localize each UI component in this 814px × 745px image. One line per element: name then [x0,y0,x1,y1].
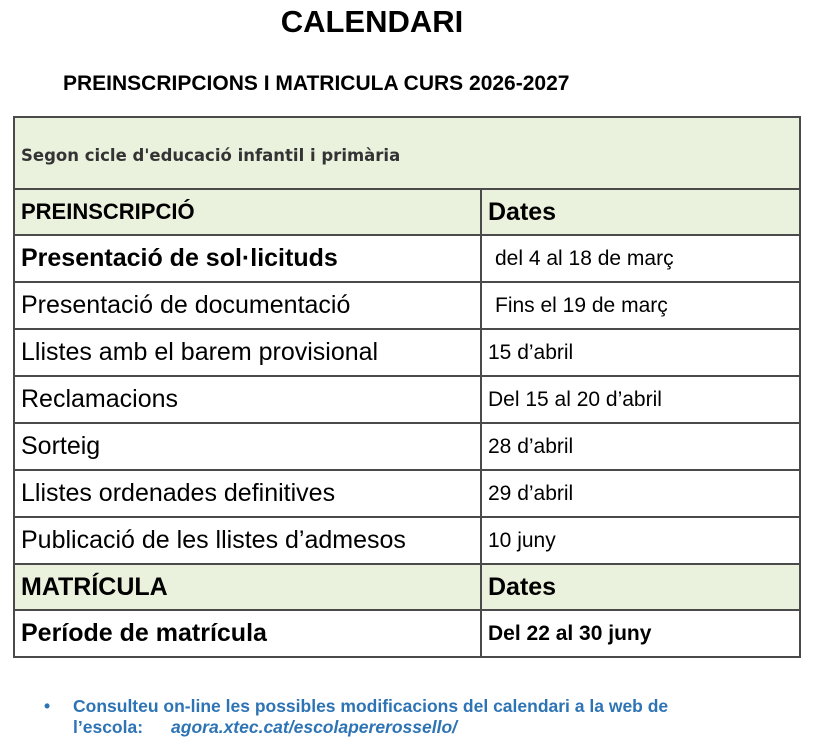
row-label: Llistes ordenades definitives [14,470,481,517]
note-line-2 [73,717,668,738]
table-row [14,329,800,376]
table-row [14,282,800,329]
cycle-label: Segon cicle d'educació infantil i primària [14,117,800,189]
row-label: Període de matrícula [14,610,481,657]
note-prefix: l’escola: [73,717,144,737]
row-label: Llistes amb el barem provisional [14,329,481,376]
row-label: Sorteig [14,423,481,470]
row-date: 29 d’abril [481,470,800,517]
table-row [14,376,800,423]
table-row [14,517,800,564]
enrollment-header-label: MATRÍCULA [14,564,481,610]
enrollment-row [14,610,800,657]
page-title: CALENDARI [280,4,464,39]
calendar-table [13,116,801,658]
row-date: 15 d’abril [481,329,800,376]
row-date: del 4 al 18 de març [481,235,800,282]
page-subtitle: PREINSCRIPCIONS I MATRICULA CURS 2026-2027 [63,72,570,95]
row-date: Fins el 19 de març [481,282,800,329]
row-label: Publicació de les llistes d’admesos [14,517,481,564]
row-label: Presentació de sol·licituds [14,235,481,282]
row-label: Presentació de documentació [14,282,481,329]
row-date: Del 22 al 30 juny [481,610,800,657]
table-row [14,470,800,517]
row-label: Reclamacions [14,376,481,423]
note-text [73,696,668,738]
table-row [14,423,800,470]
enrollment-header-dates: Dates [481,564,800,610]
cycle-row [14,117,800,189]
bullet-icon: • [44,696,51,716]
preinscription-header-row [14,189,800,235]
preinscription-header-dates: Dates [481,189,800,235]
row-date: 10 juny [481,517,800,564]
row-date: Del 15 al 20 d’abril [481,376,800,423]
enrollment-header-row [14,564,800,610]
preinscription-header-label: PREINSCRIPCIÓ [14,189,481,235]
note-line-1: Consulteu on-line les possibles modificacions del calendari a la web de [73,696,669,716]
table-row [14,235,800,282]
row-date: 28 d’abril [481,423,800,470]
school-website-link[interactable]: agora.xtec.cat/escolapererossello/ [171,717,458,737]
